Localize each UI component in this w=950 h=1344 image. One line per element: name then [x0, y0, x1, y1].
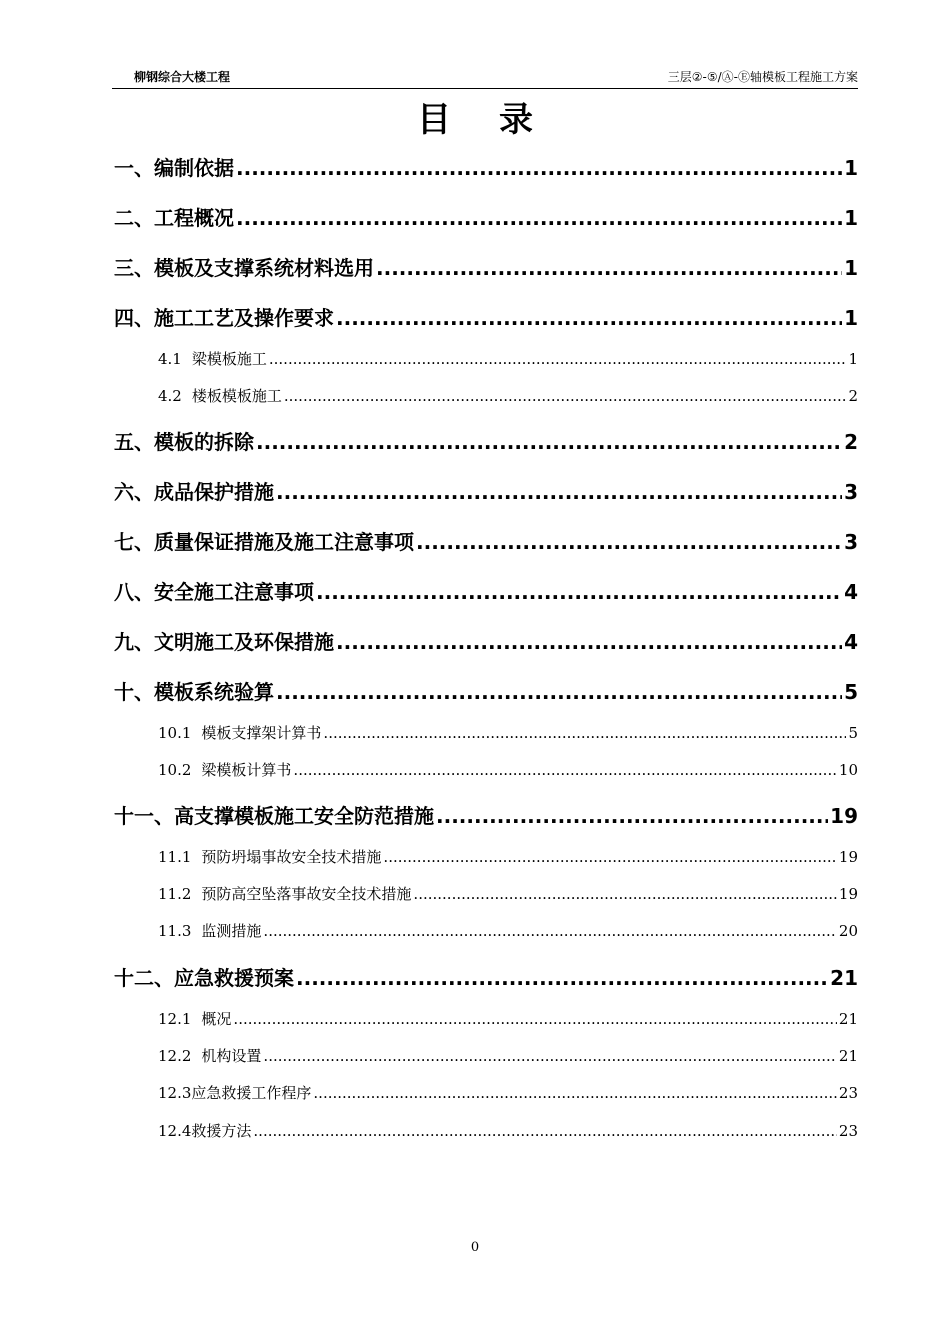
page-title: 目录: [417, 100, 581, 140]
toc-entry-text: 梁模板计算书: [201, 761, 292, 779]
toc-entry-page: 1: [844, 256, 858, 280]
toc-entry-label: [158, 846, 381, 867]
toc-entry-page: 3: [844, 480, 858, 504]
toc-entry-label: [114, 302, 334, 331]
toc-leader-dots: [323, 724, 846, 742]
toc-entry[interactable]: [158, 846, 858, 867]
toc-entry-text: 九、文明施工及环保措施: [114, 630, 334, 654]
toc-entry-text: 12.4救援方法: [158, 1122, 252, 1140]
toc-leader-dots: [376, 256, 842, 280]
toc-entry-number: 12.2: [158, 1047, 192, 1065]
toc-entry-number: 4.2: [158, 387, 182, 405]
toc-entry-text: 梁模板施工: [191, 350, 267, 368]
toc-entry-text: 三、模板及支撑系统材料选用: [114, 256, 374, 280]
toc-leader-dots: [236, 156, 842, 180]
toc-leader-dots: [293, 761, 836, 779]
toc-entry-text: 二、工程概况: [114, 206, 234, 230]
toc-leader-dots: [413, 885, 836, 903]
toc-entry-page: 5: [844, 680, 858, 704]
toc-entry-number: 10.2: [158, 761, 192, 779]
toc-entry-label: [158, 759, 291, 780]
toc-entry-page: 1: [844, 156, 858, 180]
toc-leader-dots: [269, 350, 847, 368]
toc-entry-page: 23: [838, 1084, 858, 1102]
toc-entry-text: 模板支撑架计算书: [201, 724, 322, 742]
toc-entry-text: 一、编制依据: [114, 156, 234, 180]
toc-leader-dots: [276, 480, 842, 504]
toc-entry[interactable]: [158, 1008, 858, 1029]
toc-entry-label: [114, 626, 334, 655]
toc-entry-page: 21: [830, 966, 858, 990]
toc-entry[interactable]: [114, 202, 858, 231]
toc-leader-dots: [256, 430, 842, 454]
toc-leader-dots: [276, 680, 842, 704]
toc-leader-dots: [436, 804, 828, 828]
toc-entry-page: 5: [848, 724, 858, 742]
toc-entry-label: [158, 1008, 231, 1029]
toc-entry-page: 4: [844, 630, 858, 654]
toc-entry-page: 1: [844, 306, 858, 330]
toc-entry[interactable]: [158, 920, 858, 941]
toc-entry[interactable]: [114, 676, 858, 705]
toc-entry-text: 十、模板系统验算: [114, 680, 274, 704]
toc-entry[interactable]: [114, 476, 858, 505]
toc-entry-page: 20: [838, 922, 858, 940]
toc-entry[interactable]: [158, 1120, 858, 1141]
toc-entry[interactable]: [158, 1045, 858, 1066]
toc-entry-page: 10: [838, 761, 858, 779]
toc-leader-dots: [263, 922, 836, 940]
toc-entry-text: 四、施工工艺及操作要求: [114, 306, 334, 330]
toc-entry-page: 1: [844, 206, 858, 230]
toc-entry-number: 10.1: [158, 724, 192, 742]
toc-entry[interactable]: [158, 883, 858, 904]
toc-entry-text: 五、模板的拆除: [114, 430, 254, 454]
toc-entry-text: 七、质量保证措施及施工注意事项: [114, 530, 414, 554]
toc-entry-label: [114, 476, 274, 505]
toc-entry[interactable]: [158, 759, 858, 780]
toc-entry-text: 概况: [201, 1010, 232, 1028]
toc-entry-text: 监测措施: [201, 922, 262, 940]
toc-entry-page: 23: [838, 1122, 858, 1140]
toc-entry-number: 11.3: [158, 922, 192, 940]
toc-entry[interactable]: [114, 426, 858, 455]
toc-entry-label: [158, 385, 282, 406]
toc-entry-number: 11.2: [158, 885, 192, 903]
toc-leader-dots: [313, 1084, 837, 1102]
toc-entry-label: [114, 526, 414, 555]
toc-entry-text: 机构设置: [201, 1047, 262, 1065]
toc-entry-text: 12.3应急救援工作程序: [158, 1084, 312, 1102]
toc-entry-label: [158, 1120, 251, 1141]
toc-entry-label: [114, 676, 274, 705]
toc-entry-page: 4: [844, 580, 858, 604]
toc-entry-label: [114, 800, 434, 829]
toc-entry-page: 2: [848, 387, 858, 405]
toc-leader-dots: [383, 848, 836, 866]
toc-entry-page: 19: [838, 848, 858, 866]
toc-entry-page: 21: [838, 1047, 858, 1065]
toc-entry-text: 六、成品保护措施: [114, 480, 274, 504]
toc-entry[interactable]: [114, 576, 858, 605]
toc-entry-number: 11.1: [158, 848, 192, 866]
toc-entry-text: 十二、应急救援预案: [114, 966, 294, 990]
toc-entry[interactable]: [158, 1082, 858, 1103]
header-document-title: 三层②-⑤/Ⓐ-Ⓔ轴模板工程施工方案: [667, 70, 858, 84]
toc-entry-label: [158, 1045, 261, 1066]
toc-entry-label: [158, 920, 261, 941]
toc-entry[interactable]: [114, 800, 858, 829]
toc-entry-label: [114, 252, 374, 281]
toc-entry-label: [158, 348, 267, 369]
toc-entry-page: 2: [844, 430, 858, 454]
toc-leader-dots: [316, 580, 842, 604]
toc-entry-page: 3: [844, 530, 858, 554]
toc-entry-number: 12.1: [158, 1010, 192, 1028]
toc-entry[interactable]: [158, 348, 858, 369]
page-number: 0: [470, 1240, 480, 1255]
toc-entry-text: 楼板模板施工: [191, 387, 282, 405]
toc-entry-label: [114, 576, 314, 605]
toc-entry-page: 21: [838, 1010, 858, 1028]
toc-leader-dots: [236, 206, 842, 230]
toc-entry-page: 1: [848, 350, 858, 368]
toc-entry[interactable]: [114, 962, 858, 991]
toc-entry-page: 19: [830, 804, 858, 828]
header-project-name: 柳钢综合大楼工程: [134, 70, 231, 84]
toc-leader-dots: [416, 530, 842, 554]
toc-entry-label: [114, 202, 234, 231]
toc-leader-dots: [284, 387, 847, 405]
toc-entry[interactable]: [158, 722, 858, 743]
toc-entry-text: 预防坍塌事故安全技术措施: [201, 848, 382, 866]
toc-entry-text: 八、安全施工注意事项: [114, 580, 314, 604]
toc-entry-label: [158, 1082, 311, 1103]
toc-entry[interactable]: [114, 252, 858, 281]
toc-entry-label: [114, 962, 294, 991]
toc-leader-dots: [336, 306, 842, 330]
toc-leader-dots: [263, 1047, 836, 1065]
toc-leader-dots: [253, 1122, 837, 1140]
toc-entry-text: 十一、高支撑模板施工安全防范措施: [114, 804, 434, 828]
toc-entry-number: 4.1: [158, 350, 182, 368]
toc-entry[interactable]: [114, 526, 858, 555]
toc-entry-page: 19: [838, 885, 858, 903]
toc-entry[interactable]: [158, 385, 858, 406]
toc-entry[interactable]: [114, 302, 858, 331]
toc-entry-label: [158, 883, 411, 904]
toc-entry[interactable]: [114, 152, 858, 181]
toc-leader-dots: [336, 630, 842, 654]
toc-entry-label: [114, 152, 234, 181]
toc-entry-label: [158, 722, 321, 743]
toc-entry-label: [114, 426, 254, 455]
toc-leader-dots: [296, 966, 828, 990]
toc-entry[interactable]: [114, 626, 858, 655]
toc-leader-dots: [233, 1010, 836, 1028]
toc-entry-text: 预防高空坠落事故安全技术措施: [201, 885, 412, 903]
